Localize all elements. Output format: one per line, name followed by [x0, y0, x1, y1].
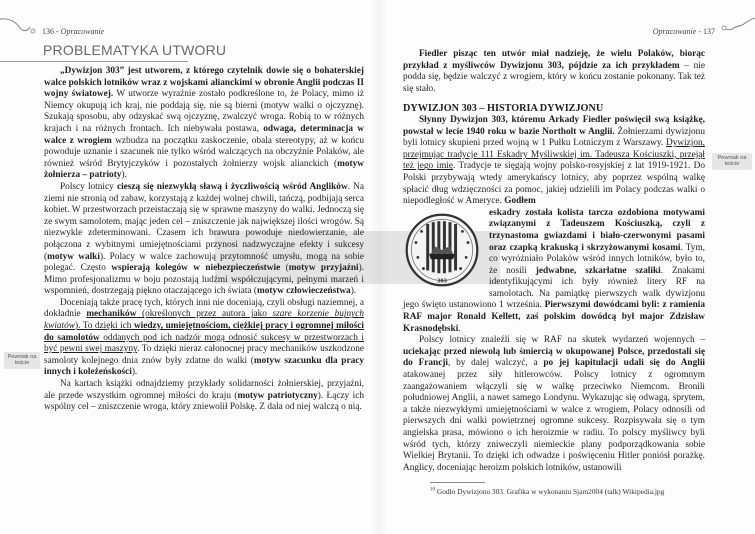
bold-text-run: Pierwszymi dowódcami byli: z ramienia RAF major Ronald Kellett, zaś polskim dowódcą był major Zdzisław Krasnodębski [403, 300, 705, 334]
paragraph [44, 379, 364, 414]
text-run: . Na ziemi nie stronią od zabaw, korzystają z każdej wolnej chwili, tańczą, podbijają serca kobiet. W przestworzach przeistaczają się w sprawne maszyny do walki. Jednoczą się ze swym samolotem, mając jeden cel – zniszczenie jak największej ilości wrogów. Są niezwykle zdeterminowani. Czasem ich brawura powoduje niedowierzanie, ale połączona z wybitnymi umiejętnościami przynosi nadzwyczajne efekty i sukcesy ( [44, 181, 365, 262]
paragraph [403, 49, 705, 95]
text-run: . Znakami identyfikującymi ich były również litery RF na samolotach. Na pamiątkę pierwszych walk dywizjonu jego święto ustanowiono 1 września. [403, 265, 705, 311]
text-run: Dywizjon, przejmując tradycje 111 Eskadry Myśliwskiej im. Tadeusza Kościuszki, przejął też jego imię [403, 138, 705, 172]
text-run: ). Polacy w walce zachowują przytomność umysłu, mogą na sobie polegać. Często [44, 251, 365, 274]
running-head [42, 27, 104, 36]
paragraph [403, 335, 705, 474]
text-run: wzbudza na początku zaskoczenie, obala stereotypy, aż w końcu powoduje uznanie i szacunek nie tylko wśród walczących na obczyźnie Polaków, ale również wśród Brytyjczyków i pozostałych żołnierzy wojsk alianckich ( [44, 135, 364, 169]
footnote-number: 10 [430, 487, 435, 493]
text-run: , by dalej walczyć, a [448, 358, 544, 369]
paragraph [44, 66, 364, 182]
text-run: (określonych przez autora jako [136, 309, 273, 320]
flourish-ornament-icon [719, 14, 755, 36]
emblem-float [403, 211, 481, 291]
paragraph [403, 115, 705, 208]
page-number: 137 [703, 27, 715, 36]
bold-text-run: mechaników [86, 309, 137, 320]
bold-text-run: motyw szacunku dla pracy innych i koleżeńskości [44, 355, 364, 378]
text-run: ). [131, 367, 138, 378]
bold-text-run: Fiedler pisząc ten utwór miał nadzieję, że wielu Polaków, biorąc przykład z myśliwców Dywizjonu 303, pójdzie za ich przykładem [403, 49, 705, 71]
section-heading: PROBLEMATYKA UTWORU [43, 42, 227, 58]
bold-text-run: cieszą się niezwykłą sławą i życzliwością wśród Anglików [116, 181, 348, 192]
bold-text-run: motyw walki [47, 251, 100, 262]
text-run: . Tym, co wyróżniało Polaków wśród innych lotników, było to, że nosili [489, 242, 705, 276]
text-run: Polscy lotnicy [60, 181, 117, 192]
text-run: – nie podda się, będzie walczyć z wrogiem, który w końcu zostanie pokonany. Tak też się stało. [403, 60, 705, 94]
bold-text-run: po jej kapitulacji udali się do Anglii [543, 358, 706, 369]
bold-text-run: Godłem [504, 196, 536, 207]
running-head-title: Opracowanie [60, 27, 105, 36]
text-run: ). [350, 286, 357, 297]
text-run: . [458, 323, 461, 334]
squadron-303-emblem-icon [403, 211, 481, 289]
margin-note: Pewniak na teście [712, 153, 752, 170]
text-run: szare korzenie bujnych kwiatów [44, 309, 364, 332]
running-head-separator: - [698, 27, 703, 36]
text-run: . Tradycje te sięgają wojny polsko-rosyjskiej z lat 1919-1921. Do Polski przybywają wtedy amerykańscy lotnicy, aby poprzez wspólną walkę spłacić dług wdzięczności za pomoc, jakiej udzielili im Polacy podczas walki o niepodległość w Ameryce. [403, 161, 705, 207]
bold-text-run: wiedzy, umiejętnościom, ciężkiej pracy i ogromnej miłości do samolotów [44, 321, 364, 343]
paragraph [44, 182, 364, 298]
bold-text-run: „Dywizjon 303” jest utworem, z którego czytelnik dowie się o bohaterskiej walce polskich lotników wraz z wojskami alianckimi w obronie Anglii podczas II wojny światowej. [44, 66, 364, 100]
flourish-ornament-icon [0, 14, 40, 36]
bold-text-run: eskadry została kolista tarcza ozdobiona motywami związanymi z Tadeuszem Kościuszką, czyli z trzynastoma gwiazdami i biało-czerwonymi pasami oraz czapką krakuską i skrzyżowanymi kosami [489, 207, 705, 253]
text-run: Polscy lotnicy znaleźli się w RAF na skutek wydarzeń wojennych – [419, 335, 705, 346]
emblem-number: 303 [437, 277, 447, 285]
page-number: 136 [42, 27, 54, 36]
chapter-title: DYWIZJON 303 – HISTORIA DYWIZJONU [403, 103, 604, 115]
paragraph [44, 298, 364, 379]
footnote-text: Godło Dywizjonu 303. Grafika w wykonaniu Sjam2004 (talk) Wikipedia.jpg [436, 487, 665, 496]
margin-note: Pewniak na teście [4, 352, 40, 369]
text-run: oddanych pod ich nadzór mogą odnosić sukcesy w przestworzach i być pewni swej maszyny [44, 332, 364, 355]
bold-text-run: motyw człowieczeństwa [256, 286, 351, 297]
text-run: Na kartach książki odnajdziemy przykłady solidarności żołnierskiej, przyjaźni, ale przede wszystkim ogromnej miłości do kraju ( [44, 379, 364, 401]
running-head-title: Opracowanie [652, 27, 697, 36]
left-body-text [44, 66, 364, 414]
right-body-text [403, 30, 705, 474]
bold-text-run: odwaga, determinacja w walce z wrogiem [44, 123, 364, 146]
text-run: ). [121, 170, 127, 181]
text-run: W utworze wyraźnie zostało podkreślone to, że Polacy, mimo iż Niemcy okupują ich kraj, nie poddają się, nie są bierni (motyw walki o ojczyznę). Szukają sposobu, aby odzyskać swą ojczyznę, zwalczyć wroga. Robią to w różnych krajach i na różnych frontach. Ich niebywała postawa, [44, 89, 365, 134]
bold-text-run: jedwabne, szkarłatne szaliki [535, 265, 661, 276]
bold-text-run: uciekając przed niewolą lub śmiercią w okupowanej Polsce, przedostali się do Francji [403, 346, 705, 369]
bold-text-run: Słynny Dywizjon 303, któremu Arkady Fiedler poświęcił swą książkę, powstał w lecie 1940 roku w bazie Northolt w Anglii. [403, 114, 705, 137]
text-run: ). Łączy ich wspólny cel – zniszczenie wroga, który zniewolił Polskę. Z dala od niej walczą o nią. [44, 390, 364, 413]
heading-rule [0, 61, 188, 62]
bold-text-run: motyw patriotyczny [237, 390, 318, 401]
text-run: Żołnierzami dywizjonu byli lotnicy skupieni przed wojną w 1 Pułku Lotniczym z Warszawy. [403, 126, 705, 149]
text-run: ( [280, 263, 289, 274]
bold-text-run: motyw przyjaźni [288, 263, 359, 274]
bold-text-run: wspierają kolegów w niebezpieczeństwie [111, 263, 281, 274]
text-run: atakowanej przez siły hitlerowców. Polscy lotnicy z ogromnym zaangażowaniem włączyli się w walkę przeciwko Niemcom. Bronili południowej Anglii, a nawet samego Londynu. Wykazując się odwagą, sprytem, a także niezwykłymi umiejętnościami w walce z wrogiem, Polacy odnosili od pierwszych dni walki powietrznej ogromne sukcesy. Rozpisywała się o tym angielska prasa, mówiono o ich heroizmie w radiu. To polscy myśliwcy byli wśród tych, którzy zniweczyli niemieckie plany podporządkowania sobie Wielkiej Brytanii. To dzięki ich odwadze i poświęceniu Hitler poniósł porażkę. Anglicy, doceniając heroizm polskich lotników, ustanowili [403, 370, 705, 473]
text-run: Doceniają także pracę tych, których inni nie doceniają, czyli obsługi naziemnej, a dokładnie [44, 297, 364, 320]
text-run: ). Mimo profesjonalizmu w boju pozostają ludźmi współczującymi, pełnymi marzeń i wspomnień, dostrzegają piękno otaczającego ich świata ( [44, 263, 365, 297]
bold-text-run: motyw żołnierza – patrioty [44, 158, 364, 181]
text-run: . To dzięki nieraz całonocnej pracy mechaników uszkodzone samoloty kolejnego dnia znów były zdatne do walki ( [44, 344, 364, 366]
running-head-separator: - [56, 27, 61, 36]
text-run: ). To dzięki ich [75, 321, 134, 332]
